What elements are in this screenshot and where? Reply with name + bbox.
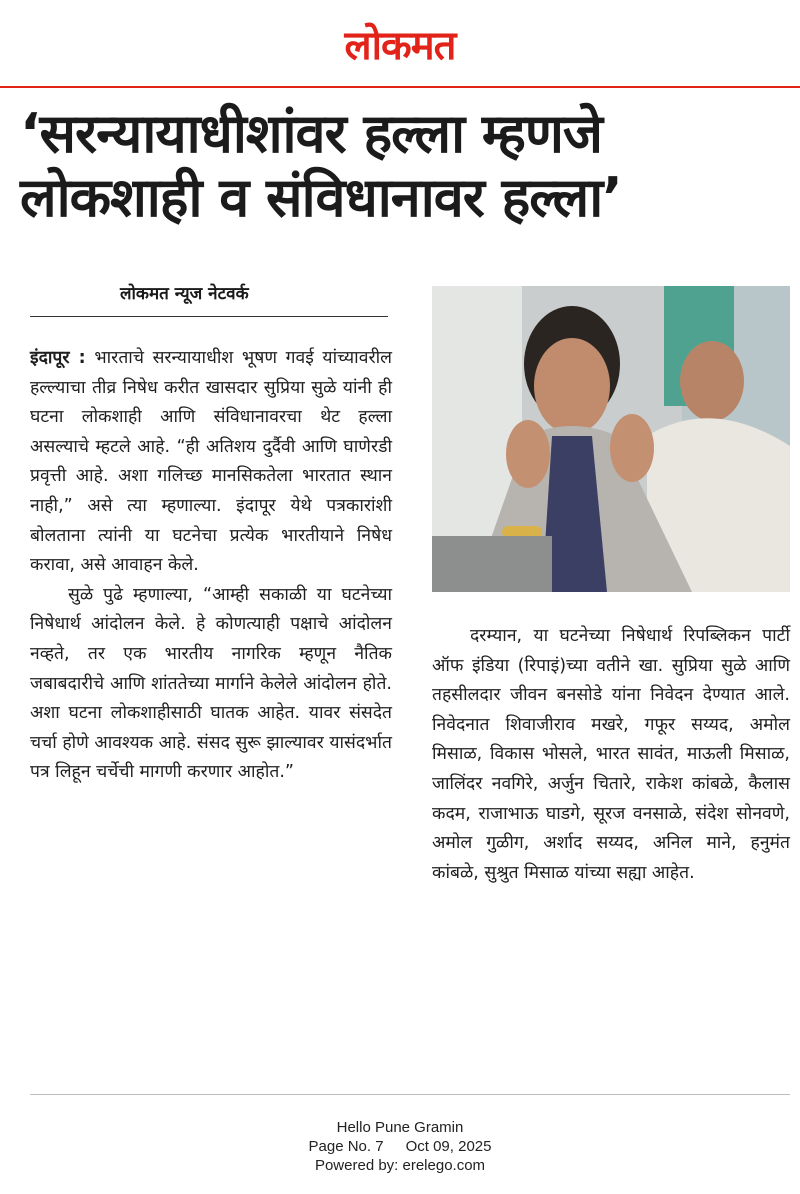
byline-divider <box>30 316 388 317</box>
page-info <box>0 1137 800 1156</box>
masthead <box>0 0 800 86</box>
page-footer <box>0 1118 800 1175</box>
publish-date: Oct 09, 2025 <box>405 1138 492 1155</box>
newspaper-logo: लोकमत <box>344 23 456 69</box>
footer-divider <box>30 1094 790 1095</box>
headline-line-2: लोकशाही व संविधानावर हल्ला’ <box>20 166 622 229</box>
photo-illustration <box>432 286 790 592</box>
edition-name: Hello Pune Gramin <box>336 1119 464 1136</box>
news-photo <box>432 286 790 592</box>
page-number: Page No. 7 <box>308 1138 384 1155</box>
article-paragraph <box>30 344 392 581</box>
article-column-right <box>432 622 790 888</box>
paragraph-text: भारताचे सरन्यायाधीश भूषण गवई यांच्यावरील हल्ल्याचा तीव्र निषेध करीत खासदार सुप्रिया सुळे यांनी ही घटना लोकशाही आणि संविधानावरचा थेट हल्ला असल्याचे म्हटले आहे. “ही अतिशय दुर्दैवी आणि घाणेरडी प्रवृत्ती आहे. अशा गलिच्छ मानसिकतेला भारतात स्थान नाही,” असे त्या म्हणाल्या. इंदापूर येथे पत्रकारांशी बोलताना त्यांनी या घटनेचा प्रत्येक भारतीयाने निषेध करावा, असे आवाहन केले. <box>30 348 392 576</box>
article-paragraph: सुळे पुढे म्हणाल्या, “आम्ही सकाळी या घटनेच्या निषेधार्थ आंदोलन केले. हे कोणत्याही पक्षाचे आंदोलन नव्हते, तर एक भारतीय नागरिक म्हणून नैतिक जबाबदारीचे आणि शांततेच्या मार्गाने केलेले आंदोलन होते. अशा घटना लोकशाहीसाठी घातक आहेत. यावर संसदेत चर्चा होणे आवश्यक आहे. संसद सुरू झाल्यावर यासंदर्भात पत्र लिहून चर्चेची मागणी करणार आहोत.” <box>30 584 392 783</box>
article-paragraph: दरम्यान, या घटनेच्या निषेधार्थ रिपब्लिकन पार्टी ऑफ इंडिया (रिपाइं)च्या वतीने खा. सुप्रिया सुळे आणि तहसीलदार जीवन बनसोडे यांना निवेदन देण्यात आले. निवेदनात शिवाजीराव मखरे, गफूर सय्यद, अमोल मिसाळ, विकास भोसले, भारत सावंत, माऊली मिसाळ, जालिंदर नवगिरे, अर्जुन चितारे, राकेश कांबळे, कैलास कदम, राजाभाऊ घाडगे, सूरज वनसाळे, संदेश सोनवणे, अमोल गुळीग, अर्शाद सय्यद, अनिल माने, हनुमंत कांबळे, सुश्रुत मिसाळ यांच्या सह्या आहेत. <box>432 626 790 883</box>
headline-line-1: ‘सरन्यायाधीशांवर हल्ला म्हणजे <box>20 102 602 165</box>
masthead-divider <box>0 86 800 88</box>
headline <box>20 102 790 230</box>
powered-by-link[interactable]: Powered by: erelego.com <box>314 1157 486 1174</box>
dateline: इंदापूर : <box>30 348 86 368</box>
article-column-left <box>30 344 392 788</box>
byline: लोकमत न्यूज नेटवर्क <box>120 284 249 304</box>
